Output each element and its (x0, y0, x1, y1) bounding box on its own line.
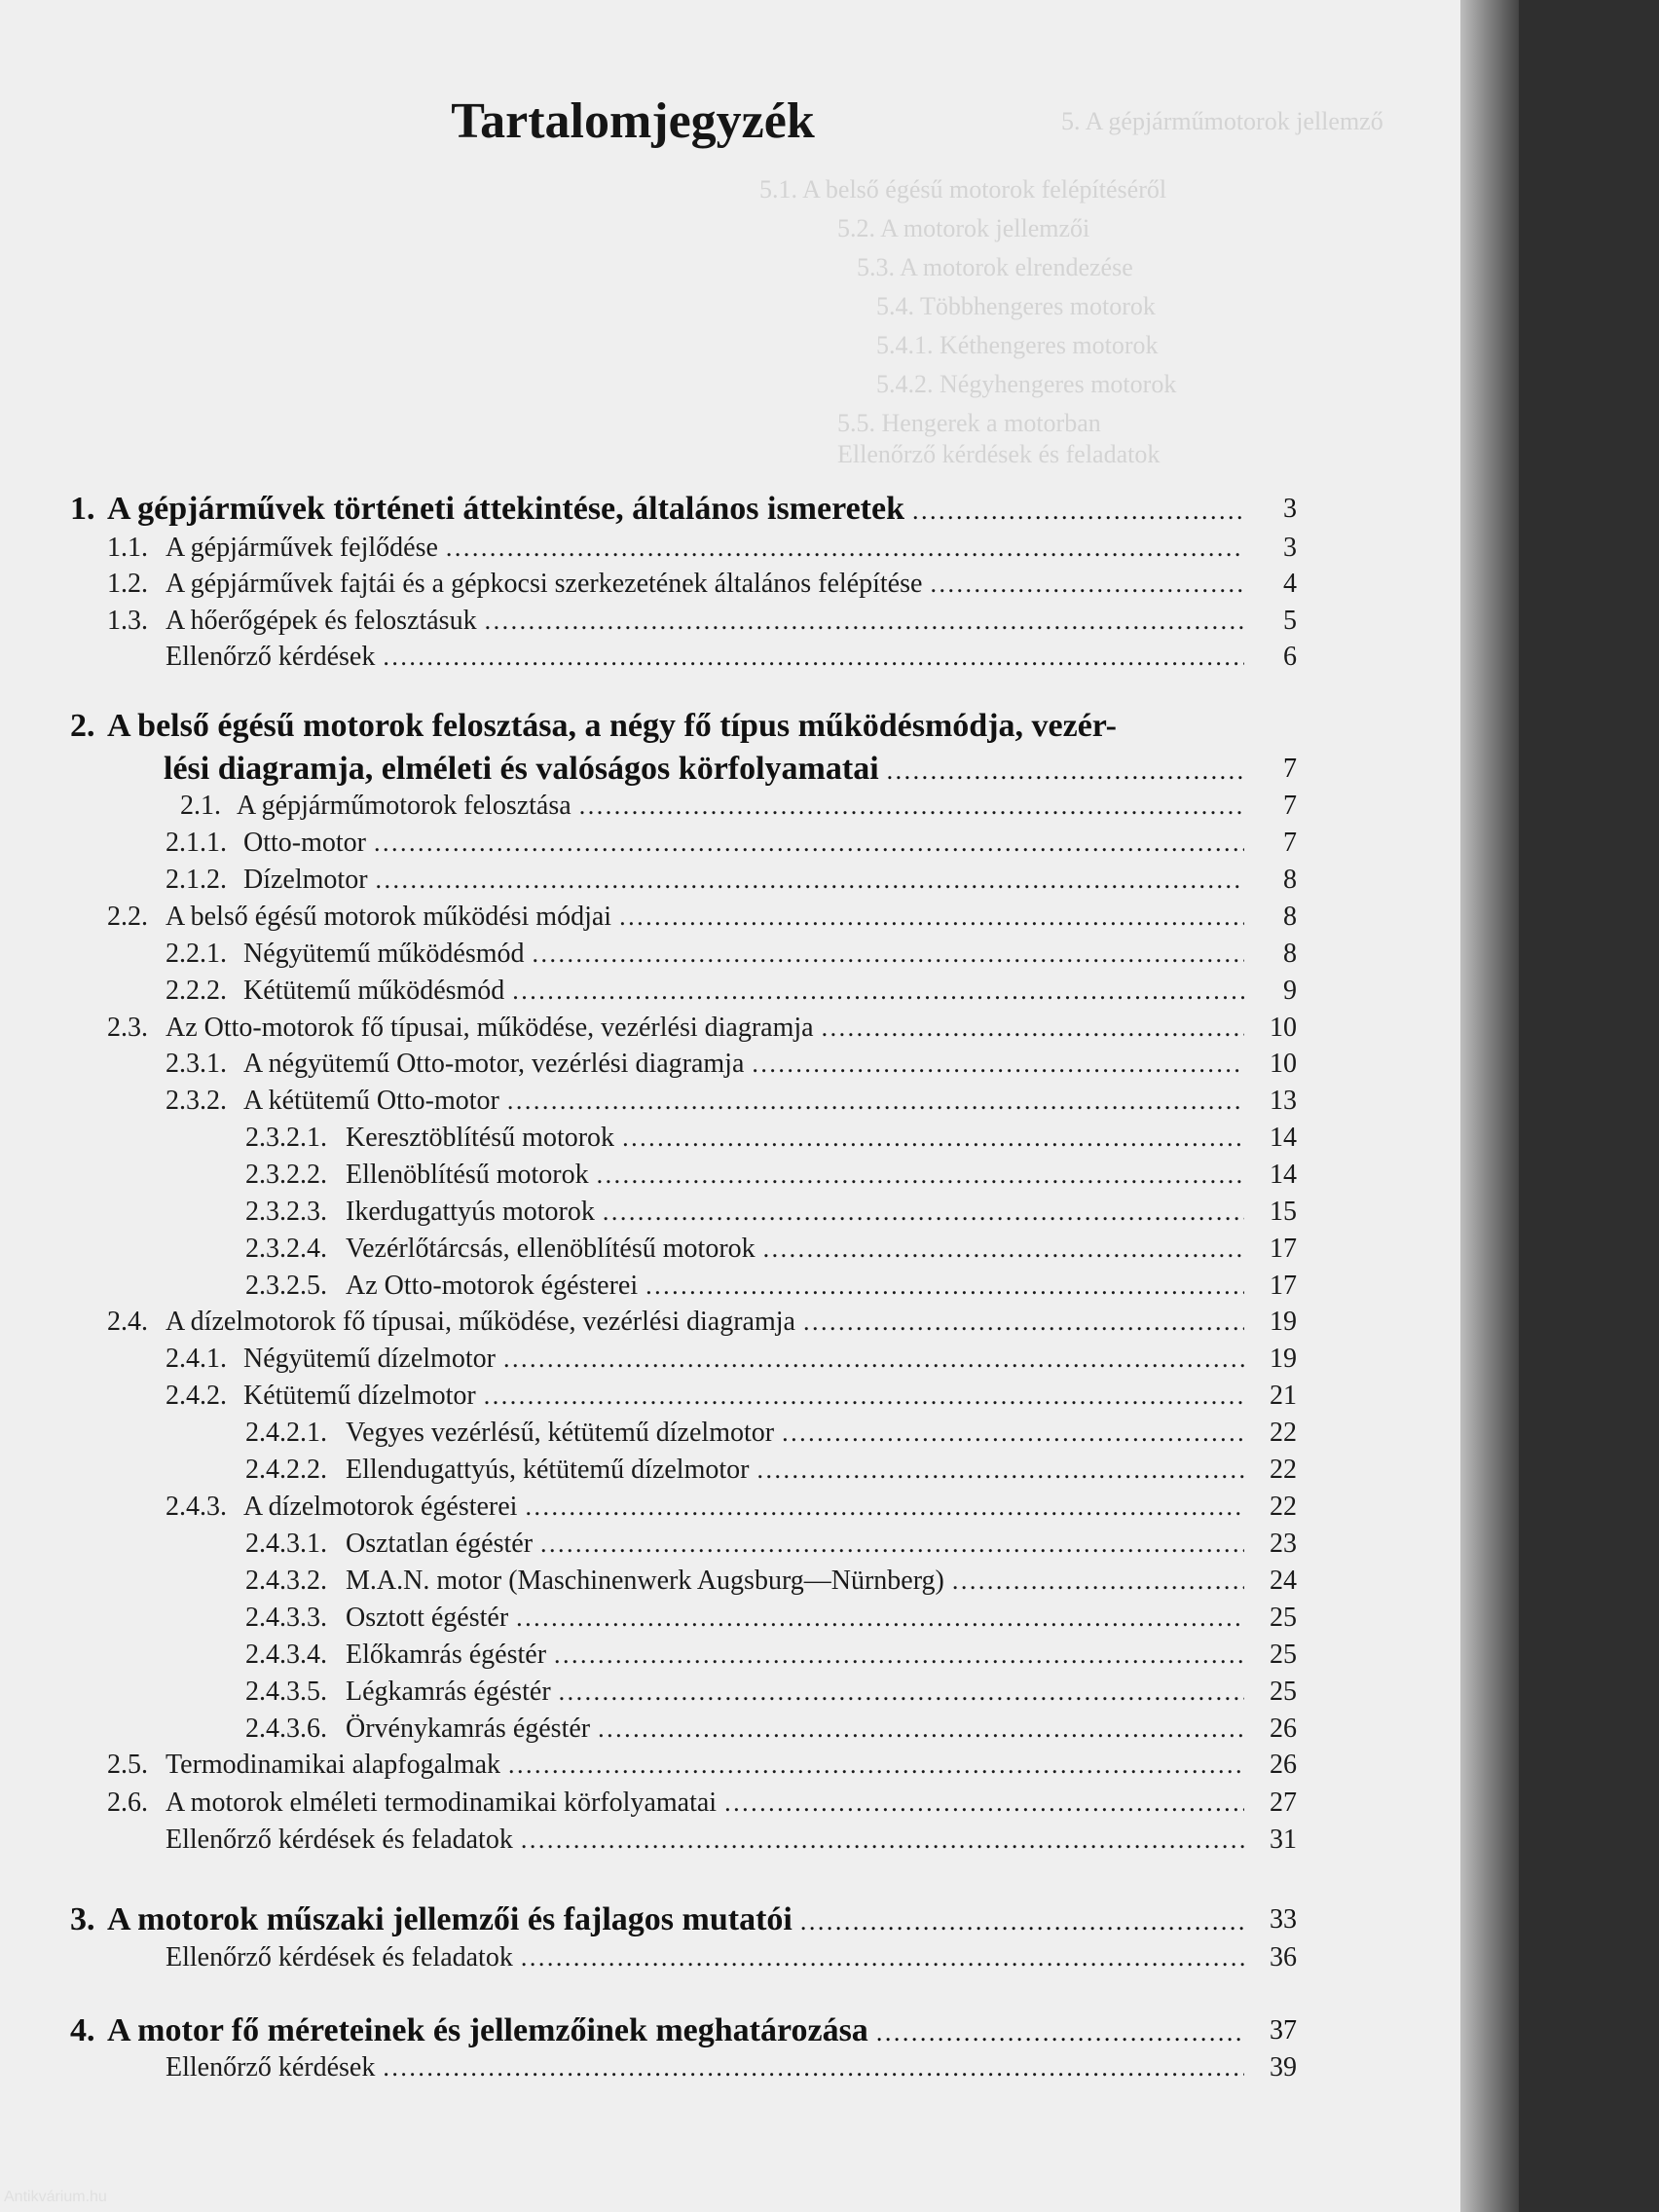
dot-leader (521, 1823, 1244, 1858)
toc-entry-number: 2.4.2.2. (245, 1455, 327, 1485)
toc-entry-page-number: 9 (1283, 976, 1297, 1006)
toc-entry-title: Az Otto-motorok égésterei (346, 1271, 639, 1301)
toc-entry-page-number: 21 (1270, 1381, 1297, 1411)
dot-leader (622, 1121, 1244, 1156)
toc-entry-title: Kétütemű dízelmotor (243, 1381, 476, 1411)
toc-entry-title: Termodinamikai alapfogalmak (166, 1750, 501, 1780)
page-edge (1460, 0, 1519, 2212)
toc-entry-page-number: 24 (1270, 1566, 1297, 1596)
dot-leader (376, 863, 1244, 898)
toc-entry-number: 1.2. (107, 569, 148, 599)
toc-entry-page-number: 17 (1270, 1234, 1297, 1264)
dot-leader (508, 1748, 1244, 1783)
toc-entry-page-number: 23 (1270, 1529, 1297, 1559)
dot-leader (579, 789, 1244, 824)
dot-leader (763, 1232, 1244, 1267)
toc-entry-page-number: 14 (1270, 1160, 1297, 1190)
book-page: 5. A gépjárműmotorok jellemző 5.1. A belső égésű motorok felépítéséről 5.2. A motorok jellemzői 5.3. A motorok elrendezése 5.4. Többhengeres motorok 5.4.1. Kéthengeres motorok 5.4.2. Négyhengeres motorok 5.5. Hengerek a motorban Ellenőrző kérdések és feladatok Tartalomjegyzék 1. A gépjárművek történeti áttekintése, általános ismeretek . . . 3 1.1. A gépjárművek fejlődése . . . 3 1.2. A gépjárművek fajtái és a gépkocsi szerkezetének általános felépítése . . . 4 1.3. A hőerőgépek és felosztásuk . . . 5 Ellenőrző kérdések . . . 6 2. A belső égésű motorok felosztása, a négy fő típus működésmódja, vezér- lési diagramja, elméleti és valóságos körfolyamatai . . . 7 2.1. A gépjárműmotorok felosztása . . . 7 2.1.1. Otto-motor . . . 7 2.1.2. Dízelmotor . . . 8 2.2. A belső égésű motorok működési módjai . . . 8 2.2.1. Négyütemű működésmód . . . 8 2.2.2. Kétütemű működésmód . . . 9 2.3. Az Otto-motorok fő típusai, működése, vezérlési diagramja . . . 10 2.3.1. A négyütemű Otto-motor, vezérlési diagramja . . . 10 2.3.2. A kétütemű Otto-motor . . . 13 2.3.2.1. Keresztöblítésű motorok . . . 14 2.3.2.2. Ellenöblítésű motorok . . . 14 2.3.2.3. Ikerdugattyús motorok . . . 15 2.3.2.4. Vezérlőtárcsás, ellenöblítésű motorok . . . 17 2.3.2.5. Az Otto-motorok égésterei . . . 17 2.4. A dízelmotorok fő típusai, működése, vezérlési diagramja . . . 19 2.4.1. Négyütemű dízelmotor . . . 19 2.4.2. Kétütemű dízelmotor . . . 21 2.4.2.1. Vegyes vezérlésű, kétütemű dízelmotor . . . 22 2.4.2.2. Ellendugattyús, kétütemű dízelmotor . . . 22 2.4.3. A dízelmotorok égésterei . . . 22 2.4.3.1. Osztatlan égéstér . . . 23 2.4.3.2. M.A.N. motor (Maschinenwerk Augsburg—Nürnberg) . . . 24 2.4.3.3. Osztott égéstér . . . 25 2.4.3.4. Előkamrás égéstér . . . 25 2.4.3.5. Légkamrás égéstér . . . 25 2.4.3.6. Örvénykamrás égéstér . . . 26 2.5. Termodinamikai alapfogalmak . . . 26 2.6. A motorok elméleti termodinamikai körfolyamatai . . . 27 Ellenőrző kérdések és feladatok . . . 31 3. A motorok műszaki jellemzői és fajlagos mutatói . . . 33 Ellenőrző kérdések és feladatok . . . 36 4. A motor fő méreteinek és jellemzőinek meghatározása . . . 37 Ellenőrző kérdések . . . 39 Antikvárium.hu (0, 0, 1460, 2212)
toc-entry-title: Előkamrás égéstér (346, 1640, 547, 1670)
toc-entry-title: A gépjárművek fajtái és a gépkocsi szerkezetének általános felépítése (166, 569, 923, 599)
toc-entry-page-number: 26 (1270, 1750, 1297, 1780)
toc-entry-number: 1.3. (107, 606, 148, 636)
toc-entry-title: Örvénykamrás égéstér (346, 1714, 591, 1744)
toc-entry-page-number: 10 (1270, 1049, 1297, 1079)
dot-leader (800, 1904, 1244, 1939)
toc-entry-title: A gépjárművek történeti áttekintése, általános ismeretek (107, 491, 904, 527)
toc-entry-page-number: 25 (1270, 1677, 1297, 1707)
toc-entry-number: 2.3.2.2. (245, 1160, 327, 1190)
toc-entry-page-number: 8 (1283, 865, 1297, 895)
dot-leader (912, 494, 1244, 529)
dot-leader (598, 1712, 1244, 1747)
toc-entry-title: A dízelmotorok égésterei (243, 1492, 518, 1522)
toc-entry-page-number: 27 (1270, 1788, 1297, 1818)
toc-entry-page-number: 31 (1270, 1825, 1297, 1855)
toc-entry-number: 2.1. (180, 791, 221, 821)
toc-entry-page-number: 15 (1270, 1197, 1297, 1227)
toc-entry-number: 2.5. (107, 1750, 148, 1780)
dot-leader (645, 1269, 1244, 1304)
toc-entry-title: A gépjárművek fejlődése (166, 533, 438, 563)
toc-entry-number: 1.1. (107, 533, 148, 563)
page-title: Tartalomjegyzék (451, 93, 815, 149)
toc-entry-title: Légkamrás égéstér (346, 1677, 551, 1707)
toc-entry-page-number: 19 (1270, 1307, 1297, 1337)
toc-entry-title: Ellenőrző kérdések (166, 642, 376, 672)
dot-leader (516, 1601, 1244, 1636)
toc-entry-number: 2.1.1. (166, 828, 227, 858)
toc-entry-page-number: 26 (1270, 1714, 1297, 1744)
toc-entry-title: Ellenőrző kérdések és feladatok (166, 1825, 513, 1855)
toc-entry-title: Vegyes vezérlésű, kétütemű dízelmotor (346, 1418, 775, 1448)
toc-entry-page-number: 10 (1270, 1013, 1297, 1043)
toc-entry-title: A hőerőgépek és felosztásuk (166, 606, 477, 636)
toc-entry-number: 2.4.3.4. (245, 1640, 327, 1670)
toc-entry-title: Ellenőrző kérdések (166, 2052, 376, 2083)
toc-entry-number: 2.1.2. (166, 865, 227, 895)
dot-leader (503, 1342, 1244, 1377)
dot-leader (782, 1416, 1244, 1451)
toc-entry-page-number: 8 (1283, 939, 1297, 969)
toc-entry-page-number: 5 (1283, 606, 1297, 636)
dot-leader (803, 1305, 1244, 1340)
dot-leader (822, 1011, 1244, 1046)
toc-entry-title: M.A.N. motor (Maschinenwerk Augsburg—Nürnberg) (346, 1566, 944, 1596)
toc-entry-title: Kétütemű működésmód (243, 976, 505, 1006)
toc-entry-page-number: 22 (1270, 1492, 1297, 1522)
dot-leader (554, 1638, 1244, 1673)
dot-leader (540, 1527, 1244, 1562)
toc-entry-title: A gépjárműmotorok felosztása (237, 791, 571, 821)
toc-entry-number: 2.4.2. (166, 1381, 227, 1411)
toc-entry-number: 2.4.1. (166, 1344, 227, 1374)
dot-leader (887, 754, 1244, 789)
toc-entry-page-number: 13 (1270, 1086, 1297, 1116)
toc-entry-page-number: 6 (1283, 642, 1297, 672)
toc-entry-title: A motorok elméleti termodinamikai körfolyamatai (166, 1788, 718, 1818)
dot-leader (724, 1786, 1244, 1821)
toc-entry-page-number: 33 (1270, 1904, 1297, 1935)
dot-leader (485, 604, 1244, 639)
toc-entry-page-number: 3 (1283, 494, 1297, 524)
toc-entry-number: 1. (70, 491, 95, 527)
toc-entry-number: 2.2.1. (166, 939, 227, 969)
toc-entry-number: 2.3.2.5. (245, 1271, 327, 1301)
toc-entry-number: 3. (70, 1901, 95, 1937)
toc-entry-number: 2.4.3.3. (245, 1603, 327, 1633)
toc-entry-number: 2.3.1. (166, 1049, 227, 1079)
toc-entry-title: Négyütemű működésmód (243, 939, 525, 969)
toc-entry-number: 2.6. (107, 1788, 148, 1818)
dot-leader (930, 567, 1244, 602)
toc-entry-page-number: 17 (1270, 1271, 1297, 1301)
toc-entry-page-number: 22 (1270, 1455, 1297, 1485)
toc-entry-title: Ikerdugattyús motorok (346, 1197, 595, 1227)
toc-entry-page-number: 25 (1270, 1640, 1297, 1670)
toc-entry-number: 2.3.2. (166, 1086, 227, 1116)
toc-entry-title: A motor fő méreteinek és jellemzőinek meghatározása (107, 2012, 868, 2048)
toc-entry-page-number: 19 (1270, 1344, 1297, 1374)
toc-entry-page-number: 7 (1283, 828, 1297, 858)
toc-entry-number: 2.4.2.1. (245, 1418, 327, 1448)
dot-leader (446, 531, 1244, 566)
toc-entry-title: Ellenőrző kérdések és feladatok (166, 1942, 513, 1972)
watermark: Antikvárium.hu (4, 2189, 107, 2205)
dot-leader (559, 1675, 1244, 1710)
toc-entry-page-number: 37 (1270, 2015, 1297, 2046)
toc-entry-title: Dízelmotor (243, 865, 368, 895)
dot-leader (525, 1490, 1244, 1525)
toc-entry-title: Ellendugattyús, kétütemű dízelmotor (346, 1455, 750, 1485)
toc-entry-page-number: 7 (1283, 754, 1297, 784)
toc-entry-number: 2.3.2.1. (245, 1123, 327, 1153)
toc-entry-number: 2.2.2. (166, 976, 227, 1006)
dot-leader (507, 1084, 1244, 1119)
toc-entry-page-number: 7 (1283, 791, 1297, 821)
dot-leader (756, 1453, 1244, 1488)
toc-entry-number: 2.4.3.2. (245, 1566, 327, 1596)
toc-entry-title: A négyütemű Otto-motor, vezérlési diagramja (243, 1049, 745, 1079)
dot-leader (383, 640, 1244, 675)
toc-entry-number: 2.4.3.5. (245, 1677, 327, 1707)
dot-leader (752, 1047, 1244, 1082)
toc-entry-title: A belső égésű motorok működési módjai (166, 902, 612, 932)
toc-entry-title: Az Otto-motorok fő típusai, működése, vezérlési diagramja (166, 1013, 814, 1043)
toc-entry-title: Négyütemű dízelmotor (243, 1344, 496, 1374)
dot-leader (533, 937, 1244, 972)
toc-entry-title: Ellenöblítésű motorok (346, 1160, 589, 1190)
dot-leader (374, 826, 1244, 861)
toc-entry-number: 2.4.3.1. (245, 1529, 327, 1559)
toc-entry-title: A dízelmotorok fő típusai, működése, vezérlési diagramja (166, 1307, 795, 1337)
toc-entry-page-number: 3 (1283, 533, 1297, 563)
toc-entry-title: A kétütemű Otto-motor (243, 1086, 499, 1116)
toc-entry-number: 4. (70, 2012, 95, 2048)
toc-entry-page-number: 25 (1270, 1603, 1297, 1633)
toc-entry-title: A motorok műszaki jellemzői és fajlagos mutatói (107, 1901, 793, 1937)
toc-entry-number: 2.3.2.3. (245, 1197, 327, 1227)
toc-entry-page-number: 8 (1283, 902, 1297, 932)
toc-entry-number: 2.4.3. (166, 1492, 227, 1522)
toc-entry-title: Osztott égéstér (346, 1603, 509, 1633)
toc-entry-title: Otto-motor (243, 828, 366, 858)
toc-entry-page-number: 4 (1283, 569, 1297, 599)
dot-leader (383, 2050, 1244, 2085)
toc-entry-title: Vezérlőtárcsás, ellenöblítésű motorok (346, 1234, 756, 1264)
dot-leader (952, 1564, 1244, 1599)
toc-entry-page-number: 36 (1270, 1942, 1297, 1972)
dot-leader (876, 2015, 1244, 2050)
toc-entry-number: 2.2. (107, 902, 148, 932)
toc-entry-page-number: 22 (1270, 1418, 1297, 1448)
toc-entry-number: 2.3.2.4. (245, 1234, 327, 1264)
toc-entry-title: Keresztöblítésű motorok (346, 1123, 615, 1153)
toc-entry-number: 2.4.3.6. (245, 1714, 327, 1744)
toc-entry-number: 2. (70, 708, 95, 744)
dot-leader (521, 1940, 1244, 1975)
dot-leader (597, 1158, 1244, 1193)
toc-entry-title: lési diagramja, elméleti és valóságos körfolyamatai (164, 751, 879, 787)
toc-entry-title: A belső égésű motorok felosztása, a négy fő típus működésmódja, vezér- (107, 708, 1117, 744)
dot-leader (603, 1195, 1244, 1230)
dot-leader (512, 974, 1244, 1009)
dot-leader (484, 1379, 1244, 1414)
toc-entry-title: Osztatlan égéstér (346, 1529, 534, 1559)
toc-entry-number: 2.4. (107, 1307, 148, 1337)
toc-entry-page-number: 39 (1270, 2052, 1297, 2083)
toc-entry-page-number: 14 (1270, 1123, 1297, 1153)
dot-leader (619, 900, 1244, 935)
toc-entry-number: 2.3. (107, 1013, 148, 1043)
